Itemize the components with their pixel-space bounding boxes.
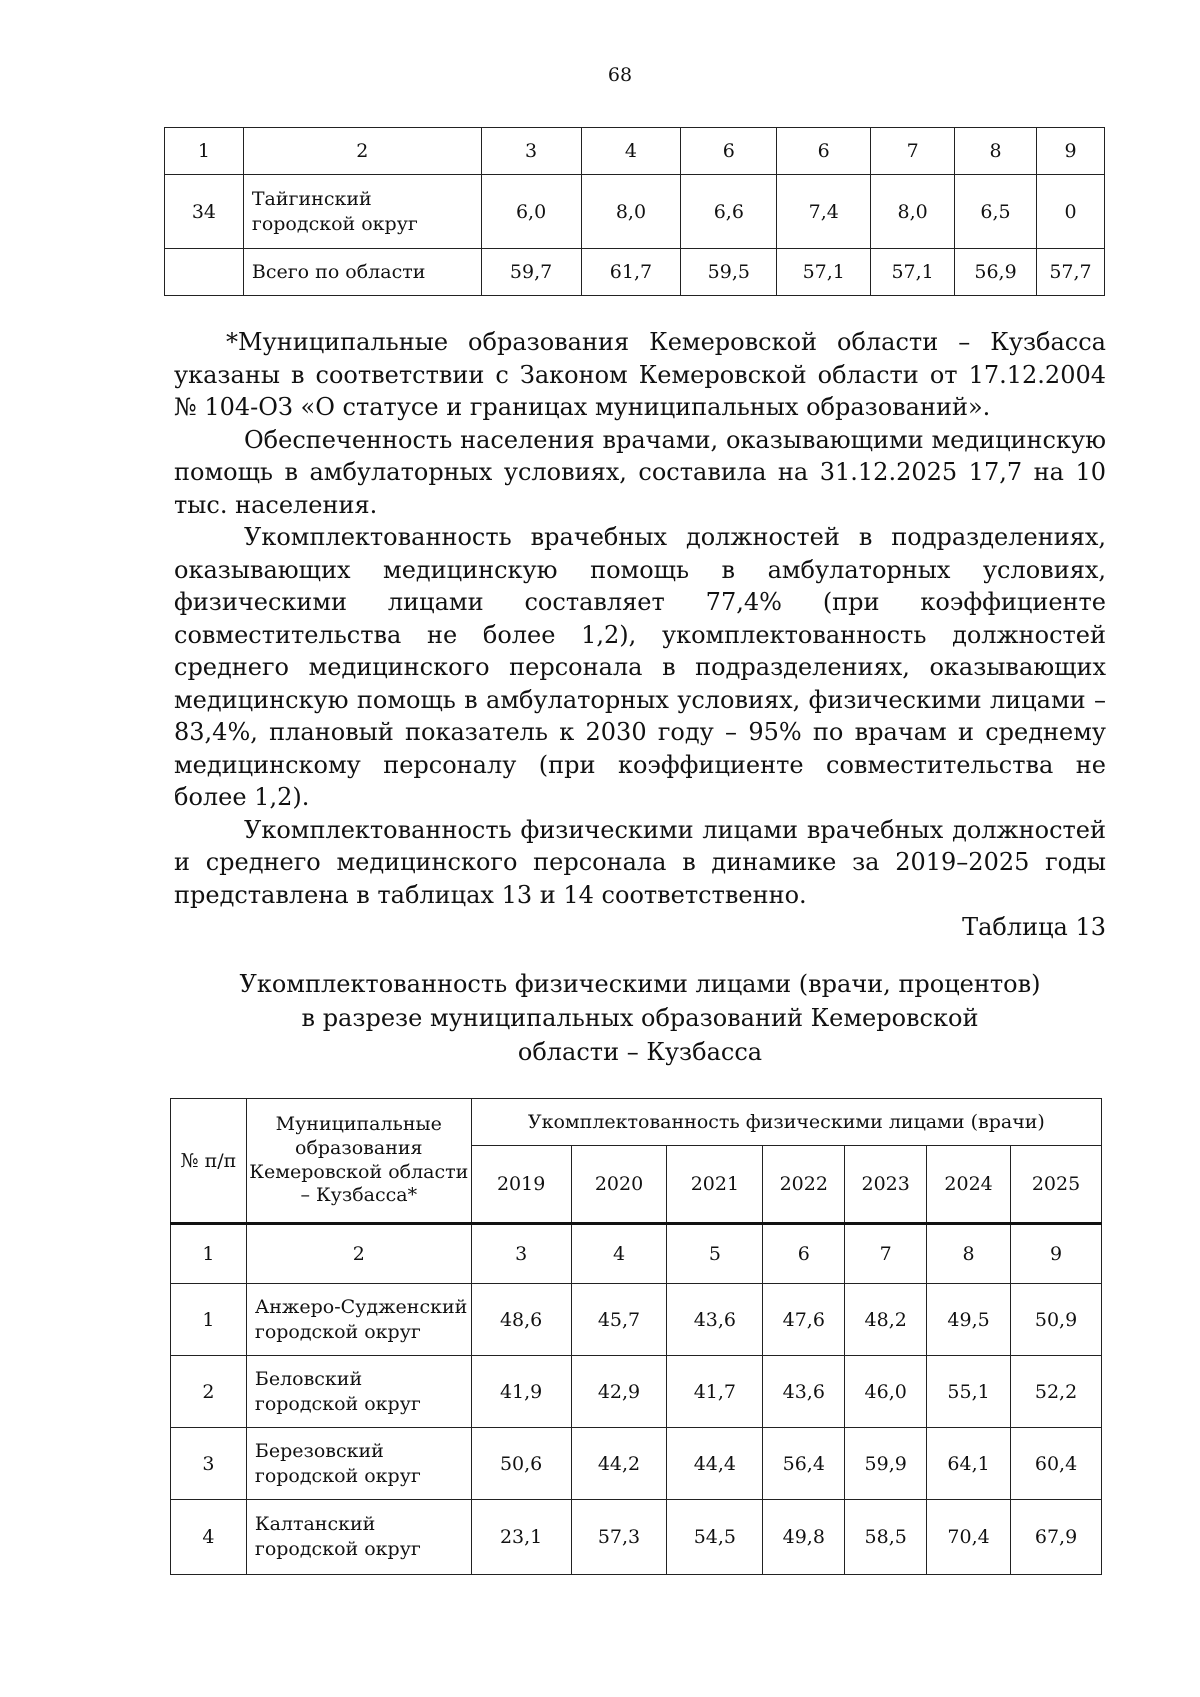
value-cell: 70,4	[927, 1500, 1011, 1575]
column-number: 3	[471, 1224, 571, 1284]
value-cell: 47,6	[763, 1284, 845, 1356]
value-cell: 59,9	[845, 1428, 927, 1500]
year-header: 2019	[471, 1146, 571, 1224]
row-number: 4	[171, 1500, 247, 1575]
row-number: 1	[171, 1284, 247, 1356]
value-cell: 6,6	[681, 175, 777, 249]
value-cell: 43,6	[667, 1284, 763, 1356]
year-header: 2024	[927, 1146, 1011, 1224]
value-cell: 58,5	[845, 1500, 927, 1575]
continuation-table	[164, 127, 1105, 296]
table-row	[165, 175, 1105, 249]
value-cell: 67,9	[1011, 1500, 1102, 1575]
footnote-paragraph: *Муниципальные образования Кемеровской области – Кузбасса указаны в соответствии с Законом Кемеровской области от 17.12.2004 № 104-ОЗ «О статусе и границах муниципальных образований».	[174, 328, 1106, 421]
value-cell: 8,0	[871, 175, 955, 249]
page-number: 68	[607, 64, 633, 86]
header-cell: 8	[955, 128, 1037, 175]
year-header: 2025	[1011, 1146, 1102, 1224]
value-cell: 60,4	[1011, 1428, 1102, 1500]
header-cell: 3	[481, 128, 581, 175]
table-header-row	[171, 1099, 1102, 1146]
paragraph: Обеспеченность населения врачами, оказывающими медицинскую помощь в амбулаторных условиях, составила на 31.12.2025 17,7 на 10 тыс. населения.	[174, 425, 1106, 519]
municipality-name: Тайгинский городской округ	[243, 175, 481, 249]
header-cell: 9	[1036, 128, 1104, 175]
value-cell: 46,0	[845, 1356, 927, 1428]
value-cell: 43,6	[763, 1356, 845, 1428]
column-number: 8	[927, 1224, 1011, 1284]
value-cell: 41,9	[471, 1356, 571, 1428]
value-cell: 44,2	[571, 1428, 667, 1500]
table-title	[174, 967, 1106, 1069]
table-label: Таблица 13	[962, 913, 1106, 941]
column-number: 5	[667, 1224, 763, 1284]
body-text	[174, 326, 1106, 911]
value-cell: 57,1	[777, 249, 871, 296]
value-cell: 49,8	[763, 1500, 845, 1575]
header-cell: 4	[581, 128, 681, 175]
row-number	[165, 249, 244, 296]
col-header-num: № п/п	[171, 1099, 247, 1224]
table-13	[170, 1098, 1102, 1575]
header-cell: 1	[165, 128, 244, 175]
value-cell: 64,1	[927, 1428, 1011, 1500]
column-number: 7	[845, 1224, 927, 1284]
column-number: 6	[763, 1224, 845, 1284]
column-number: 9	[1011, 1224, 1102, 1284]
col-header-municipality: Муниципальные образования Кемеровской области – Кузбасса*	[246, 1099, 471, 1224]
table-title-line: области – Кузбасса	[517, 1038, 763, 1066]
value-cell: 57,1	[871, 249, 955, 296]
value-cell: 7,4	[777, 175, 871, 249]
table-row	[171, 1356, 1102, 1428]
column-number-row	[171, 1224, 1102, 1284]
header-cell: 7	[871, 128, 955, 175]
value-cell: 48,6	[471, 1284, 571, 1356]
value-cell: 8,0	[581, 175, 681, 249]
header-cell: 2	[243, 128, 481, 175]
value-cell: 50,9	[1011, 1284, 1102, 1356]
column-number: 2	[246, 1224, 471, 1284]
table-row	[171, 1284, 1102, 1356]
value-cell: 56,4	[763, 1428, 845, 1500]
header-cell: 6	[777, 128, 871, 175]
table-header-row	[165, 128, 1105, 175]
value-cell: 41,7	[667, 1356, 763, 1428]
value-cell: 49,5	[927, 1284, 1011, 1356]
table-row	[171, 1500, 1102, 1575]
row-number: 2	[171, 1356, 247, 1428]
year-header: 2022	[763, 1146, 845, 1224]
value-cell: 54,5	[667, 1500, 763, 1575]
value-cell: 55,1	[927, 1356, 1011, 1428]
column-number: 4	[571, 1224, 667, 1284]
value-cell: 52,2	[1011, 1356, 1102, 1428]
table-title-line: Укомплектованность физическими лицами (врачи, процентов)	[239, 970, 1041, 998]
value-cell: 59,5	[681, 249, 777, 296]
value-cell: 6,5	[955, 175, 1037, 249]
value-cell: 57,7	[1036, 249, 1104, 296]
year-header: 2023	[845, 1146, 927, 1224]
total-label: Всего по области	[243, 249, 481, 296]
value-cell: 6,0	[481, 175, 581, 249]
row-number: 34	[165, 175, 244, 249]
row-number: 3	[171, 1428, 247, 1500]
paragraph: Укомплектованность физическими лицами врачебных должностей и среднего медицинского персонала в динамике за 2019–2025 годы представлена в таблицах 13 и 14 соответственно.	[174, 815, 1106, 909]
value-cell: 44,4	[667, 1428, 763, 1500]
header-cell: 6	[681, 128, 777, 175]
municipality-name: Березовский городской округ	[246, 1428, 471, 1500]
value-cell: 59,7	[481, 249, 581, 296]
value-cell: 23,1	[471, 1500, 571, 1575]
paragraph: Укомплектованность врачебных должностей в подразделениях, оказывающих медицинскую помощь в амбулаторных условиях, физическими лицами составляет 77,4% (при коэффициенте совместительства не более 1,2), укомплектованность должностей среднего медицинского персонала в подразделениях, оказывающих медицинскую помощь в амбулаторных условиях, физическими лицами – 83,4%, плановый показатель к 2030 году – 95% по врачам и среднему медицинскому персоналу (при коэффициенте совместительства не более 1,2).	[174, 523, 1106, 811]
value-cell: 48,2	[845, 1284, 927, 1356]
value-cell: 42,9	[571, 1356, 667, 1428]
value-cell: 57,3	[571, 1500, 667, 1575]
group-header: Укомплектованность физическими лицами (врачи)	[471, 1099, 1101, 1146]
value-cell: 0	[1036, 175, 1104, 249]
municipality-name: Беловский городской округ	[246, 1356, 471, 1428]
year-header: 2021	[667, 1146, 763, 1224]
value-cell: 45,7	[571, 1284, 667, 1356]
municipality-name: Калтанский городской округ	[246, 1500, 471, 1575]
value-cell: 50,6	[471, 1428, 571, 1500]
value-cell: 56,9	[955, 249, 1037, 296]
table-row-total	[165, 249, 1105, 296]
column-number: 1	[171, 1224, 247, 1284]
municipality-name: Анжеро-Судженский городской округ	[246, 1284, 471, 1356]
table-title-line: в разрезе муниципальных образований Кемеровской	[301, 1004, 979, 1032]
year-header: 2020	[571, 1146, 667, 1224]
value-cell: 61,7	[581, 249, 681, 296]
table-row	[171, 1428, 1102, 1500]
